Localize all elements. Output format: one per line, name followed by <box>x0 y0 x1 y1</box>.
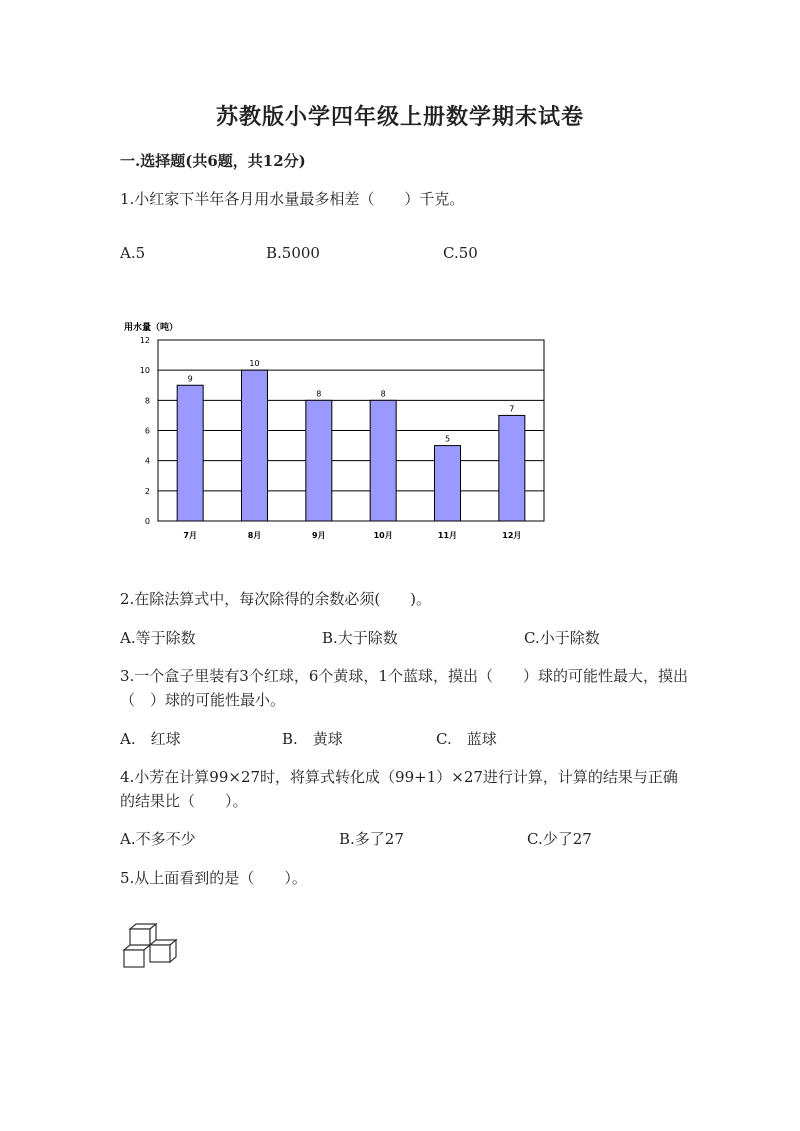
chart-bar <box>177 385 203 521</box>
q3-option-a[interactable]: A. 红球 <box>120 730 181 748</box>
q1-option-c[interactable]: C.50 <box>443 244 478 262</box>
question-2: 2.在除法算式中，每次除得的余数必须( )。 <box>120 590 432 608</box>
chart-bar <box>242 370 268 521</box>
chart-y-tick-labels <box>140 336 150 526</box>
chart-y-tick-label: 2 <box>144 486 150 496</box>
section-heading: 一.选择题(共6题，共12分) <box>120 152 306 170</box>
chart-bar <box>499 415 525 521</box>
chart-x-tick-labels <box>183 531 521 540</box>
chart-ylabel: 用水量（吨） <box>124 323 179 333</box>
water-usage-bar-chart <box>118 318 558 548</box>
q4-option-a[interactable]: A.不多不少 <box>120 830 196 848</box>
page-title: 苏教版小学四年级上册数学期末试卷 <box>215 104 584 130</box>
chart-y-tick-label: 12 <box>139 336 150 345</box>
cube-stack-figure <box>120 922 180 970</box>
question-4: 4.小芳在计算99×27时，将算式转化成（99+1）×27进行计算，计算的结果与正确的结果比（ ）。 <box>120 768 678 810</box>
chart-y-tick-label: 6 <box>144 426 150 436</box>
question-1: 1.小红家下半年各月用水量最多相差（ ）千克。 <box>120 190 465 208</box>
chart-y-tick-label: 10 <box>139 366 150 376</box>
chart-x-tick-label: 9月 <box>312 531 326 540</box>
chart-data-label: 8 <box>316 389 322 399</box>
q2-option-c[interactable]: C.小于除数 <box>524 629 600 647</box>
q2-option-a[interactable]: A.等于除数 <box>120 629 196 647</box>
q2-option-b[interactable]: B.大于除数 <box>322 629 398 647</box>
chart-data-label: 10 <box>249 359 260 369</box>
chart-x-tick-label: 12月 <box>502 531 522 540</box>
question-5: 5.从上面看到的是（ ）。 <box>120 869 307 887</box>
chart-y-tick-label: 0 <box>144 517 150 526</box>
chart-bar <box>306 400 332 521</box>
q4-option-b[interactable]: B.多了27 <box>339 830 404 848</box>
chart-gridlines <box>158 340 544 521</box>
chart-y-tick-label: 4 <box>144 456 150 466</box>
question-3: 3.一个盒子里装有3个红球，6个黄球，1个蓝球，摸出（ ）球的可能性最大，摸出（ ）球的可能性最小。 <box>120 667 688 709</box>
chart-data-label: 8 <box>380 389 386 399</box>
chart-data-label: 9 <box>187 374 193 384</box>
chart-data-label: 7 <box>509 404 515 414</box>
chart-bars <box>177 370 525 521</box>
chart-x-tick-label: 11月 <box>437 531 458 540</box>
chart-data-label: 5 <box>444 434 451 444</box>
chart-bar <box>435 446 461 521</box>
q3-option-c[interactable]: C. 蓝球 <box>436 730 497 748</box>
chart-x-tick-label: 10月 <box>373 531 393 540</box>
chart-y-tick-label: 8 <box>144 396 150 406</box>
chart-bar <box>370 400 396 521</box>
chart-x-tick-label: 8月 <box>247 531 262 540</box>
q1-option-a[interactable]: A.5 <box>120 244 146 262</box>
q1-option-b[interactable]: B.5000 <box>266 244 320 262</box>
chart-x-tick-label: 7月 <box>183 531 197 540</box>
q3-option-b[interactable]: B. 黄球 <box>282 730 343 748</box>
q4-option-c[interactable]: C.少了27 <box>527 830 592 848</box>
